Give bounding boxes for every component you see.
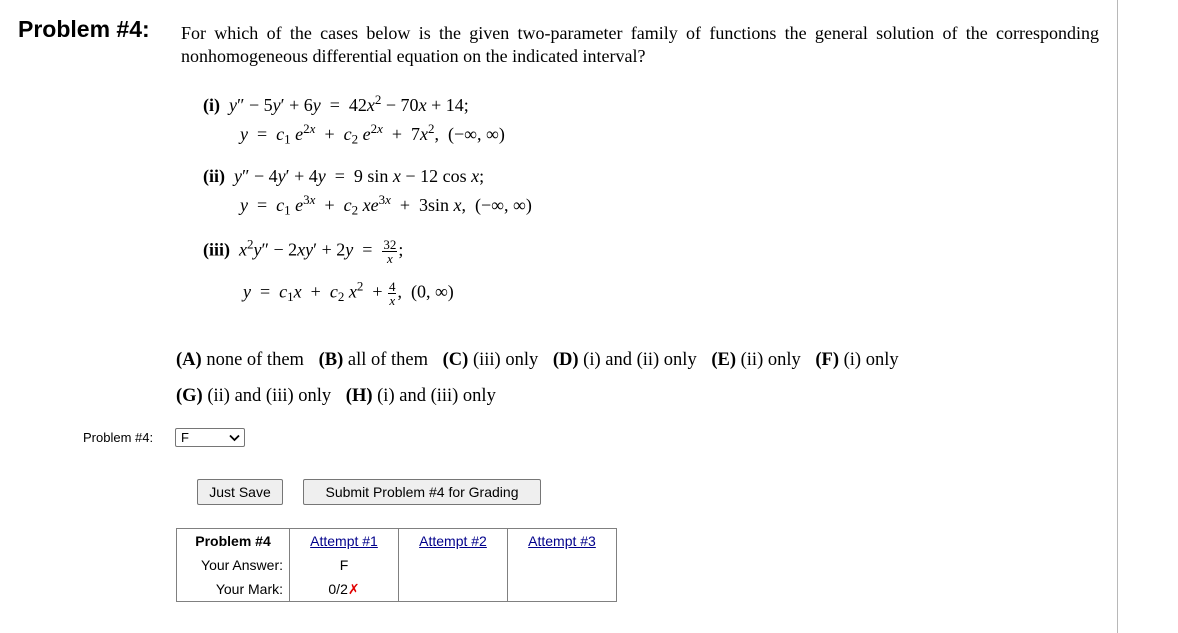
attempts-table: [176, 528, 617, 602]
case-i-equation: (i) $y'' - 5y' + 6y = 42x^2 - 70x + 14$;: [203, 91, 469, 115]
problem-question: For which of the cases below is the given two-parameter family of functions the general solution of the corresponding nonhomogeneous differential equation on the indicated interval?: [181, 23, 1099, 66]
case-ii-equation: (ii) y″ − 4y′ + 4y = 9 sin x − 12 cos x;: [203, 166, 485, 186]
your-mark-label: Your Mark:: [215, 581, 283, 597]
attempt-1-link[interactable]: Attempt #1: [310, 533, 378, 549]
wrong-mark-icon: ✗: [347, 580, 360, 597]
just-save-button[interactable]: Just Save: [197, 479, 283, 505]
attempt-3-mark: [508, 577, 617, 602]
problem-number: Problem #4:: [18, 16, 150, 42]
choice-c: (C) (iii) only: [442, 350, 539, 370]
answer-select[interactable]: [175, 428, 245, 447]
table-header-row: [177, 529, 617, 554]
case-label: (i): [203, 95, 220, 115]
page-divider: [1117, 0, 1118, 633]
attempt-1-answer: F: [290, 553, 399, 577]
choice-a: (A) none of them: [176, 350, 304, 370]
choice-h: (H) (i) and (iii) only: [345, 386, 496, 406]
case-iii-equation: (iii) $x^2y'' - 2xy' + 2y$ = $\frac{32}{x}$ ;: [203, 236, 404, 266]
case-i-solution: $y = c_1$ $e^{2x} + c_2$ $e^{2x} + 7x^2$, (−∞, ∞): [240, 120, 505, 147]
attempt-2-mark: [399, 577, 508, 602]
table-row: [177, 577, 617, 602]
attempt-1-mark: 0/2✗: [290, 577, 399, 602]
attempt-2-link[interactable]: Attempt #2: [419, 533, 487, 549]
table-header-problem: Problem #4: [195, 533, 271, 549]
answer-label: Problem #4:: [83, 430, 154, 445]
your-answer-label: Your Answer:: [201, 557, 283, 573]
case-ii-solution: $y = c_1$ $e^{3x} + c_2$ $xe^{3x} + 3\sin$ x, (−∞, ∞): [240, 191, 532, 218]
choice-e: (E) (ii) only: [711, 350, 801, 370]
submit-for-grading-button[interactable]: Submit Problem #4 for Grading: [303, 479, 541, 505]
case-label: (iii): [203, 239, 230, 260]
choice-d: (D) (i) and (ii) only: [552, 350, 697, 370]
case-label: (ii): [203, 166, 225, 186]
choice-f: (F) (i) only: [815, 350, 899, 370]
answer-selected-value: F: [181, 430, 189, 445]
choice-b: (B) all of them: [318, 350, 429, 370]
case-iii-solution: $y = c_1x + c_2$ $x^2$ + $\frac{4}{x}$ , (0, ∞): [243, 278, 454, 308]
choices-row-2: [176, 386, 506, 407]
table-row: [177, 553, 617, 577]
choice-g: (G) (ii) and (iii) only: [176, 386, 332, 406]
attempt-3-link[interactable]: Attempt #3: [528, 533, 596, 549]
chevron-down-icon: [229, 434, 240, 442]
choices-row-1: [176, 350, 909, 371]
attempt-2-answer: [399, 553, 508, 577]
attempt-3-answer: [508, 553, 617, 577]
